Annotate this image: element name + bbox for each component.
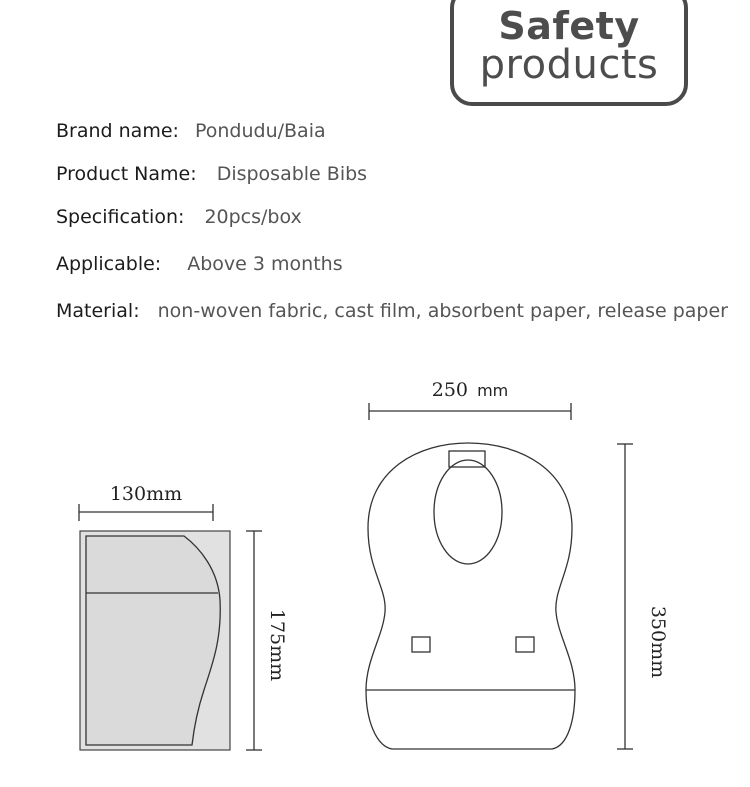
package-drawing <box>80 531 230 750</box>
spec-label: Applicable: <box>56 253 162 275</box>
bib-height-label: 350mm <box>647 605 669 679</box>
spec-label: Brand name: <box>56 120 179 142</box>
spec-value: 20pcs/box <box>204 206 302 228</box>
spec-value: Above 3 months <box>187 253 343 275</box>
spec-label: Material: <box>56 300 140 322</box>
badge-line-2: products <box>479 42 659 88</box>
spec-value: Pondudu/Baia <box>194 120 326 142</box>
package-height-dimension <box>246 531 262 750</box>
package-width-label: 130mm <box>109 483 183 505</box>
spec-value: Disposable Bibs <box>216 163 368 185</box>
bib-height-dimension <box>617 444 633 749</box>
package-width-dimension <box>79 504 213 521</box>
bib-width-value: 250 <box>431 379 468 401</box>
bib-width-unit: mm <box>477 381 509 400</box>
spec-label: Specification: <box>56 206 185 228</box>
bib-width-dimension <box>369 403 571 420</box>
spec-label: Product Name: <box>56 163 197 185</box>
spec-value: non-woven fabric, cast film, absorbent paper, release paper <box>157 300 728 322</box>
package-height-label: 175mm <box>266 608 288 682</box>
bib-width-label <box>432 379 509 401</box>
badge-line-1: Safety <box>498 4 640 48</box>
bib-drawing <box>366 443 575 749</box>
